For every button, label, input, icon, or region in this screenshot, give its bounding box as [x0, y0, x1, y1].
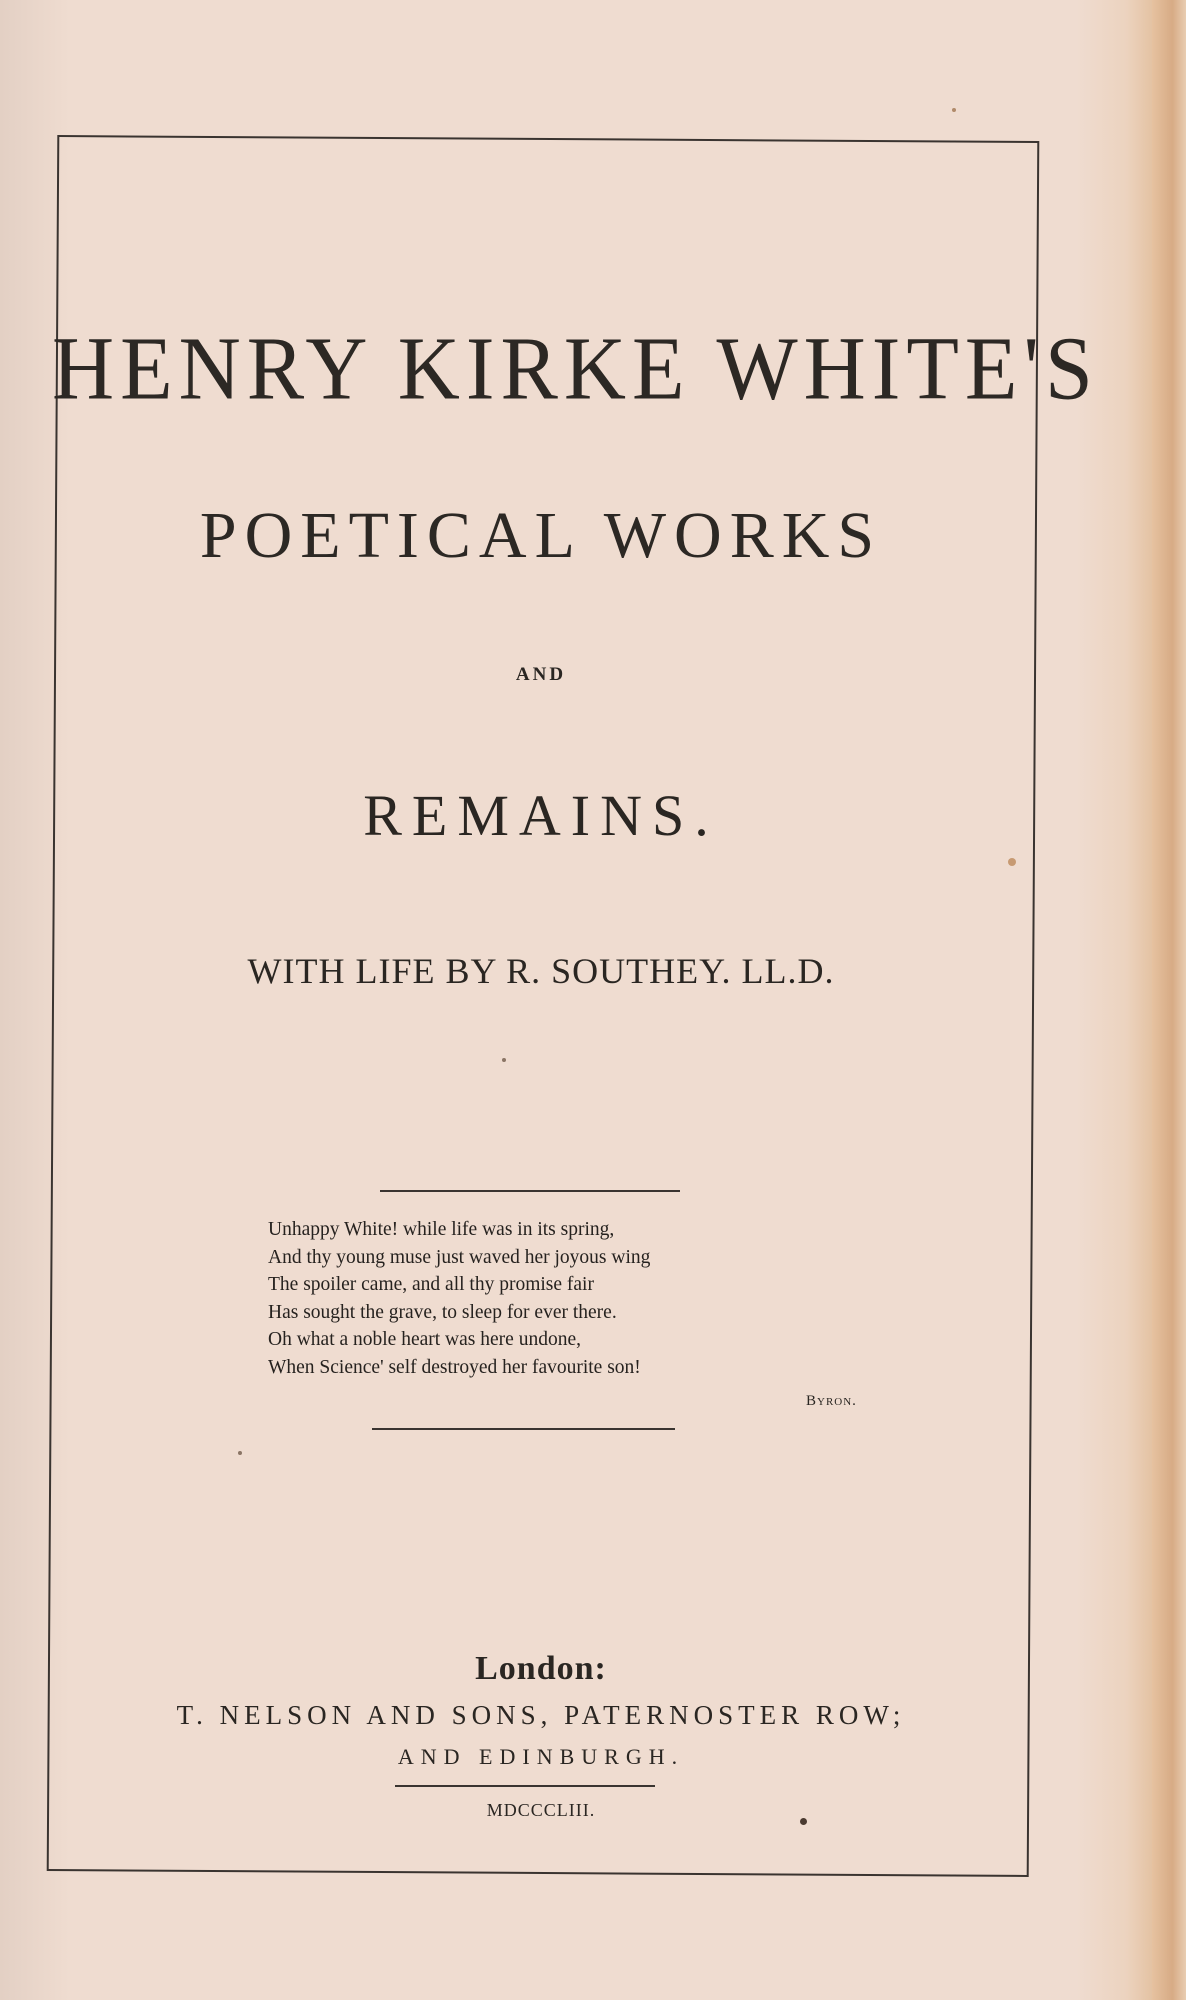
paper-speck — [238, 1451, 242, 1455]
epigraph-line: Unhappy White! while life was in its spring, — [268, 1219, 615, 1240]
epigraph-line: Oh what a noble heart was here undone, — [268, 1329, 581, 1350]
paper-speck — [952, 108, 956, 112]
paper-speck — [1008, 858, 1016, 866]
epigraph-line: Has sought the grave, to sleep for ever there. — [268, 1301, 617, 1323]
imprint-place: AND EDINBURGH. — [397, 1744, 685, 1769]
epigraph-line: And thy young muse just waved her joyous wing — [268, 1246, 651, 1268]
paper-speck — [800, 1818, 807, 1825]
title-conjunction: AND — [515, 664, 567, 685]
imprint-year: MDCCCLIII. — [486, 1800, 596, 1820]
book-subtitle: POETICAL WORKS — [199, 499, 883, 572]
epigraph — [268, 1216, 788, 1381]
epigraph-attribution: Byron. — [806, 1393, 857, 1409]
paper-speck — [502, 1058, 506, 1062]
epigraph-rule-bottom — [372, 1428, 675, 1430]
epigraph-line: The spoiler came, and all thy promise fair — [268, 1274, 594, 1295]
book-title: HENRY KIRKE WHITE'S — [52, 317, 1099, 419]
book-subtitle-remains: REMAINS. — [363, 783, 719, 848]
epigraph-line: When Science' self destroyed her favourite son! — [268, 1356, 641, 1378]
epigraph-rule-top — [380, 1190, 680, 1192]
imprint-city: London: — [475, 1650, 607, 1687]
byline: WITH LIFE BY R. SOUTHEY. LL.D. — [247, 951, 835, 991]
page-edge — [1152, 0, 1186, 2000]
imprint-publisher: T. NELSON AND SONS, PATERNOSTER ROW; — [176, 1700, 906, 1730]
imprint-rule — [395, 1785, 655, 1787]
